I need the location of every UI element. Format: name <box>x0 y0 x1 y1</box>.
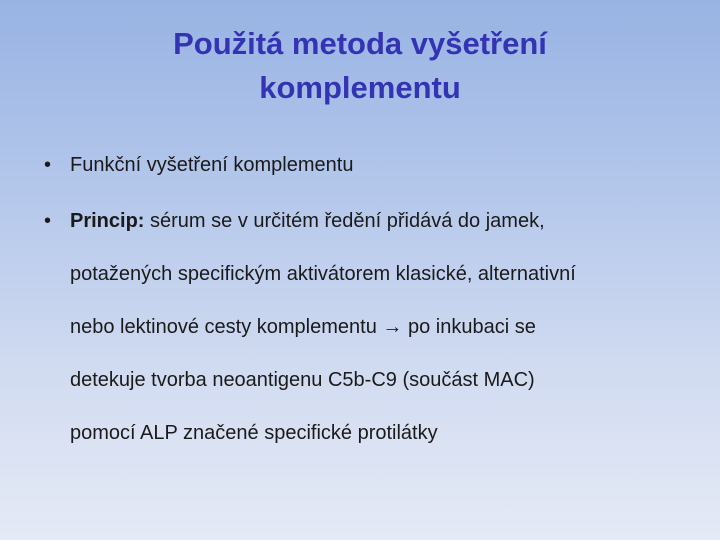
bullet-marker: • <box>44 210 52 232</box>
bullet-text: Funkční vyšetření komplementu <box>70 154 354 176</box>
bullet-line-4: detekuje tvorba neoantigenu C5b-C9 (součást MAC) <box>70 369 535 391</box>
slide-title-line-1: Použitá metoda vyšetření <box>173 26 547 61</box>
bullet-line-3: nebo lektinové cesty komplementu → po inkubaci se <box>70 316 536 338</box>
bullet-line-1 <box>70 206 700 236</box>
bullet-paragraph <box>70 206 700 471</box>
bullet-line-1-text: sérum se v určitém ředění přidává do jamek, <box>144 210 545 232</box>
slide-title <box>60 22 660 110</box>
bullet-line-2: potažených specifickým aktivátorem klasické, alternativní <box>70 263 576 285</box>
bullet-lead-label: Princip: <box>70 210 145 232</box>
bullet-line-5: pomocí ALP značené specifické protilátky <box>70 422 438 444</box>
slide-title-line-2: komplementu <box>259 70 461 105</box>
bullet-marker: • <box>44 154 52 176</box>
